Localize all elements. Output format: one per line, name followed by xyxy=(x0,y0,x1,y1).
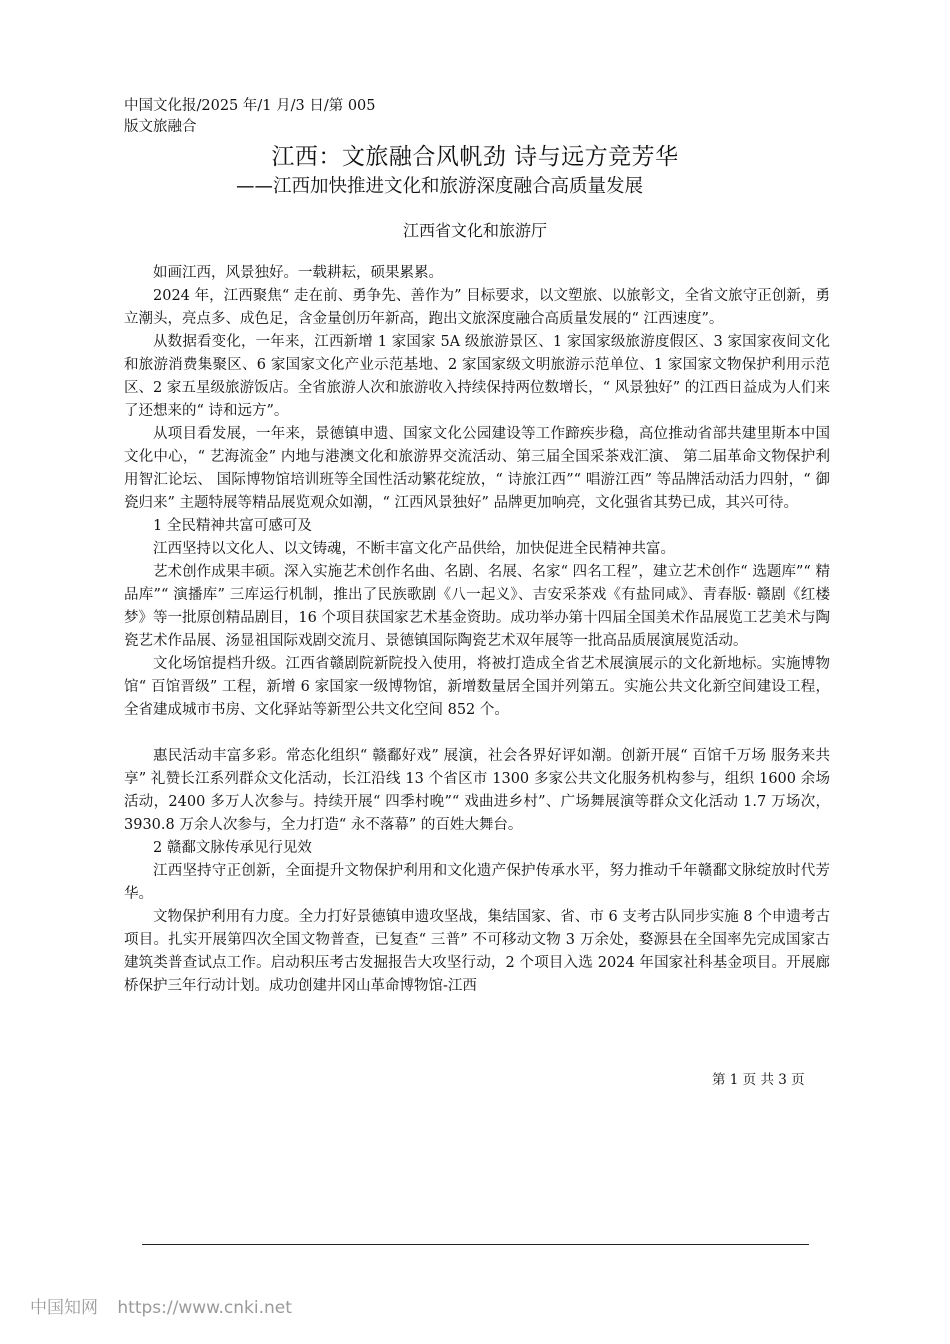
paragraph: 从数据看变化，一年来，江西新增 1 家国家 5A 级旅游景区、1 家国家级旅游度假区、3 家国家夜间文化和旅游消费集聚区、6 家国家文化产业示范基地、2 家国家级文明旅游示范单位、1 家国家文物保护利用示范区、2 家五星级旅游饭店。全省旅游人次和旅游收入持续保持两位数增长，“ 风景独好” 的江西日益成为人们来了还想来的“ 诗和远方”。 xyxy=(124,334,830,419)
paragraph: 2024 年，江西聚焦“ 走在前、勇争先、善作为” 目标要求，以文塑旅、以旅彰文，全省文旅守正创新，勇立潮头，亮点多、成色足，含金量创历年新高，跑出文旅深度融合高质量发展的“ 江西速度”。 xyxy=(124,288,830,327)
cnki-url-link[interactable]: https://www.cnki.net xyxy=(117,1298,292,1318)
publication-info xyxy=(124,96,376,138)
article-title: 江西：文旅融合风帆劲 诗与远方竞芳华 xyxy=(271,144,679,170)
article-body xyxy=(124,262,830,998)
paragraph: 文物保护利用有力度。全力打好景德镇申遗攻坚战，集结国家、省、市 6 支考古队同步实施 8 个申遗考古项目。扎实开展第四次全国文物普查，已复查“ 三普” 不可移动文物 3 万余处，婺源县在全国率先完成国家古建筑类普查试点工作。启动积压考古发掘报告大攻坚行动，2 个项目入选 2024 年国家社科基金项目。开展廊桥保护三年行动计划。成功创建井冈山革命博物馆-江西 xyxy=(124,909,830,994)
paragraph: 文化场馆提档升级。江西省赣剧院新院投入使用，将被打造成全省艺术展演展示的文化新地标。实施博物馆“ 百馆晋级” 工程，新增 6 家国家一级博物馆，新增数量居全国并列第五。实施公共文化新空间建设工程，全省建成城市书房、文化驿站等新型公共文化空间 852 个。 xyxy=(124,656,830,718)
page-number: 第 1 页 共 3 页 xyxy=(712,1072,805,1088)
footer xyxy=(30,1293,292,1318)
article-subtitle: ——江西加快推进文化和旅游深度融合高质量发展 xyxy=(236,176,644,197)
paragraph: 如画江西，风景独好。一载耕耘，硕果累累。 xyxy=(153,265,443,281)
publication-line-1: 中国文化报/2025 年/1 月/3 日/第 005 xyxy=(124,98,376,114)
cnki-logo-text: 中国知网 xyxy=(30,1298,98,1318)
footer-divider xyxy=(142,1244,809,1245)
section-heading: 2 赣鄱文脉传承见行见效 xyxy=(153,840,312,856)
paragraph: 从项目看发展，一年来，景德镇申遗、国家文化公园建设等工作蹄疾步稳，高位推动省部共建里斯本中国文化中心，“ 艺海流金” 内地与港澳文化和旅游界交流活动、第三届全国采茶戏汇演、 第二届革命文物保护利用智汇论坛、 国际博物馆培训班等全国性活动繁花绽放，“ 诗旅江西”“ 唱游江西” 等品牌活动活力四射，“ 御瓷归来” 主题特展等精品展览观众如潮，“ 江西风景独好” 品牌更加响亮，文化强省其势已成，其兴可待。 xyxy=(124,426,830,511)
paragraph: 江西坚持以文化人、以文铸魂，不断丰富文化产品供给，加快促进全民精神共富。 xyxy=(153,541,675,557)
publication-line-2: 版文旅融合 xyxy=(124,119,197,135)
paragraph: 艺术创作成果丰硕。深入实施艺术创作名曲、名剧、名展、名家“ 四名工程”，建立艺术创作“ 选题库”“ 精品库”“ 演播库” 三库运行机制，推出了民族歌剧《八一起义》、吉安采茶戏《有盐同咸》、青春版· 赣剧《红楼梦》等一批原创精品剧目，16 个项目获国家艺术基金资助。成功举办第十四届全国美术作品展览工艺美术与陶瓷艺术作品展、汤显祖国际戏剧交流月、景德镇国际陶瓷艺术双年展等一批高品质展演展览活动。 xyxy=(124,564,830,649)
section-heading: 1 全民精神共富可感可及 xyxy=(153,518,312,534)
paragraph: 惠民活动丰富多彩。常态化组织“ 赣鄱好戏” 展演，社会各界好评如潮。创新开展“ 百馆千万场 服务来共享” 礼赞长江系列群众文化活动，长江沿线 13 个省区市 1300 多家公共文化服务机构参与，组织 1600 余场活动，2400 多万人次参与。持续开展“ 四季村晚”“ 戏曲进乡村”、广场舞展演等群众文化活动 1.7 万场次，3930.8 万余人次参与，全力打造“ 永不落幕” 的百姓大舞台。 xyxy=(124,748,830,833)
article-author: 江西省文化和旅游厅 xyxy=(402,221,547,240)
paragraph: 江西坚持守正创新，全面提升文物保护利用和文化遗产保护传承水平，努力推动千年赣鄱文脉绽放时代芳华。 xyxy=(124,863,830,902)
